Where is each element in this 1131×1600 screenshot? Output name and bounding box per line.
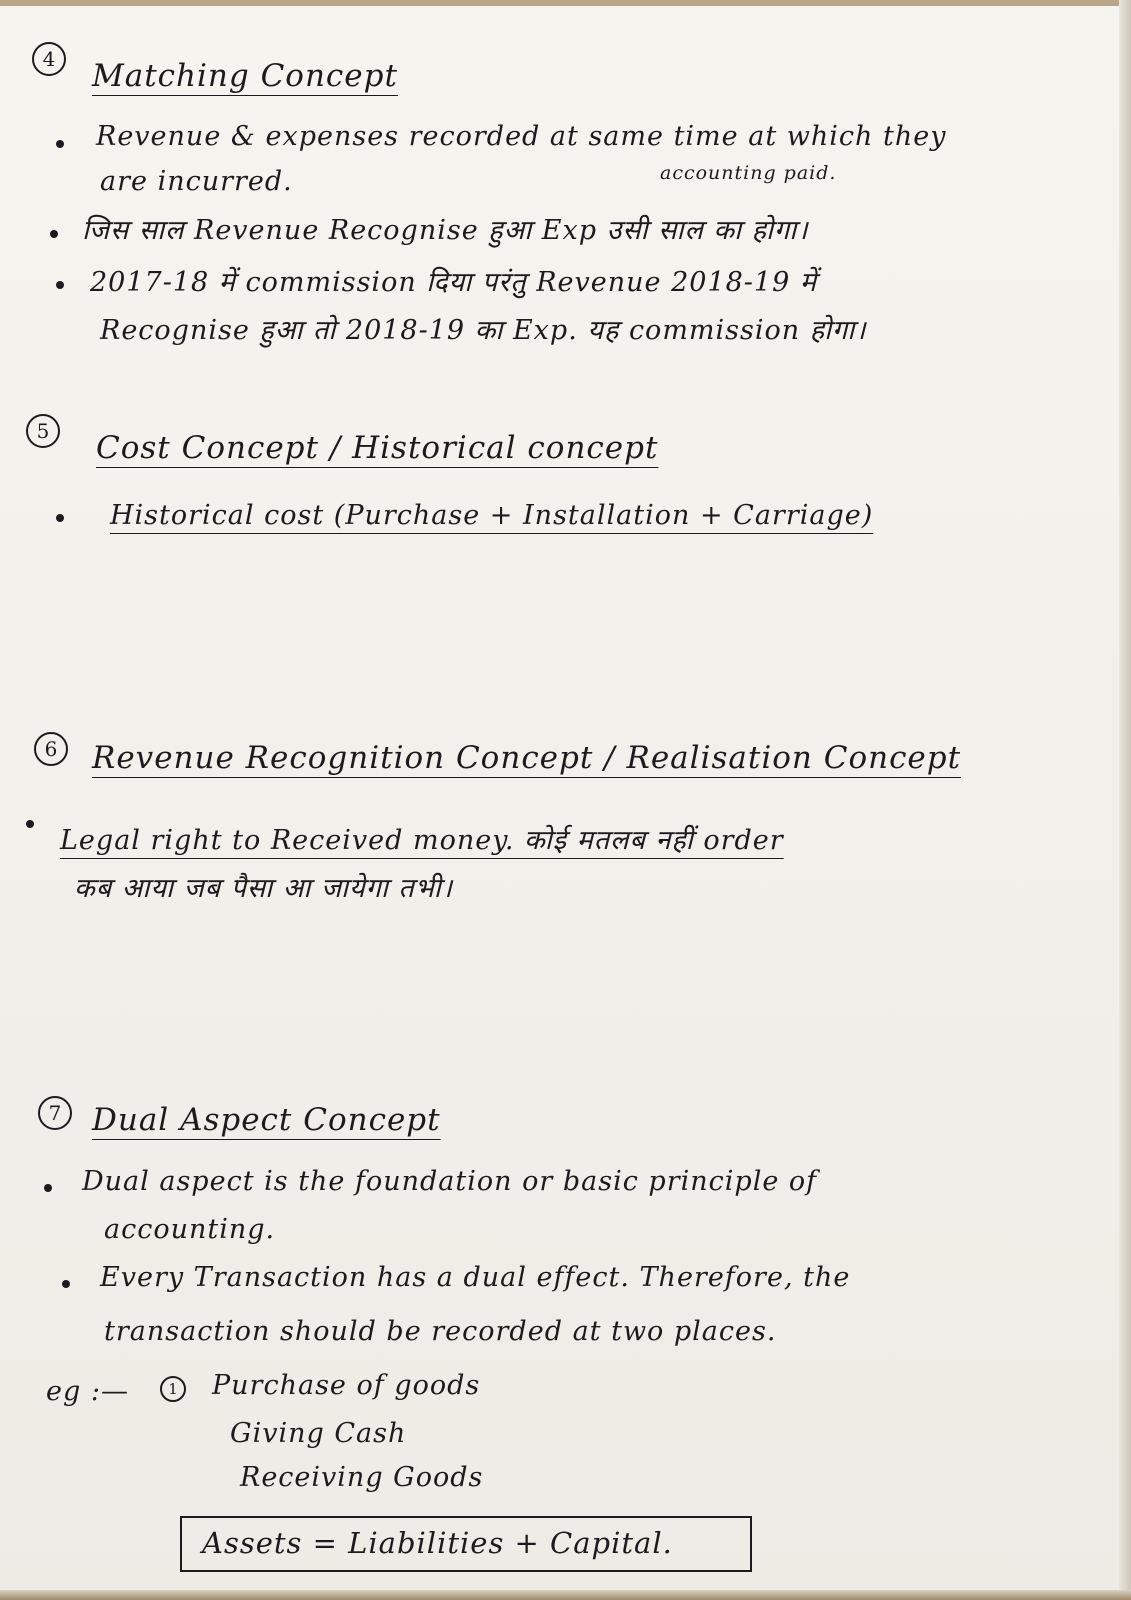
note-line: Historical cost (Purchase + Installation + Carriage)	[110, 500, 874, 531]
bullet	[56, 140, 64, 148]
note-line: Recognise हुआ तो 2018-19 का Exp. यह commission होगा।	[100, 315, 867, 346]
section-title: Cost Concept / Historical concept	[96, 430, 659, 466]
note-line: Dual aspect is the foundation or basic principle of	[82, 1166, 818, 1197]
accounting-equation-box	[180, 1516, 752, 1572]
bullet	[56, 281, 64, 289]
example-line: Purchase of goods	[212, 1370, 481, 1401]
section-title: Revenue Recognition Concept / Realisation Concept	[92, 740, 962, 776]
example-number: 1	[160, 1376, 186, 1402]
note-line: accounting.	[104, 1214, 276, 1245]
example-label: eg :—	[46, 1376, 129, 1407]
section-number: 4	[32, 42, 66, 76]
note-line: Legal right to Received money. कोई मतलब नहीं order	[60, 825, 784, 856]
page-top-edge	[0, 0, 1131, 6]
section-number: 5	[26, 414, 60, 448]
bullet	[56, 514, 64, 522]
bullet	[26, 820, 34, 828]
bullet	[50, 230, 58, 238]
bullet	[44, 1184, 52, 1192]
note-line: जिस साल Revenue Recognise हुआ Exp उसी साल का होगा।	[82, 215, 809, 246]
section-title: Dual Aspect Concept	[92, 1102, 441, 1138]
note-line: transaction should be recorded at two places.	[104, 1316, 777, 1347]
section-number: 7	[38, 1096, 72, 1130]
note-line: 2017-18 में commission दिया परंतु Revenue 2018-19 में	[90, 267, 818, 298]
accounting-equation: Assets = Liabilities + Capital.	[202, 1526, 673, 1560]
section-title: Matching Concept	[92, 58, 398, 94]
page-bottom-edge	[0, 1590, 1131, 1600]
section-number: 6	[34, 732, 68, 766]
note-line: Revenue & expenses recorded at same time at which they	[96, 121, 947, 152]
example-line: Giving Cash	[230, 1418, 407, 1449]
bullet	[62, 1280, 70, 1288]
example-line: Receiving Goods	[240, 1462, 484, 1493]
note-line: are incurred.	[100, 166, 293, 197]
page-right-edge	[1119, 0, 1131, 1600]
note-line: Every Transaction has a dual effect. Therefore, the	[100, 1262, 851, 1293]
note-annotation: accounting paid.	[660, 162, 837, 184]
note-line: कब आया जब पैसा आ जायेगा तभी।	[74, 873, 453, 904]
